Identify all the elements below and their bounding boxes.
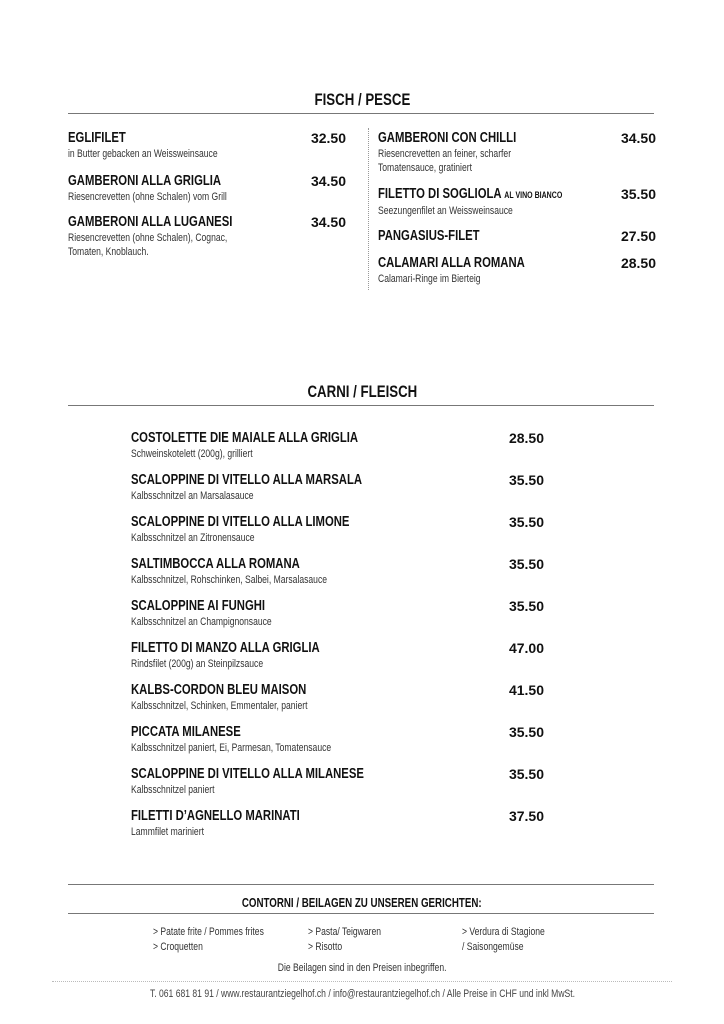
side-dish-column — [462, 925, 568, 955]
menu-item-description: Kalbsschnitzel an Zitronensauce — [131, 532, 255, 544]
divider — [68, 405, 654, 406]
side-dish: / Saisongemüse — [462, 941, 524, 953]
menu-item-description: Kalbsschnitzel paniert — [131, 784, 215, 796]
section-title-fisch: FISCH / PESCE — [314, 90, 410, 109]
side-dish: > Patate frite / Pommes frites — [153, 926, 264, 938]
divider — [68, 913, 654, 914]
menu-item — [131, 682, 357, 713]
menu-item-name: SCALOPPINE DI VITELLO ALLA LIMONE — [131, 514, 350, 530]
menu-item-name: SCALOPPINE DI VITELLO ALLA MARSALA — [131, 472, 363, 488]
menu-item: FILETTO DI SOGLIOLA AL VINO BIANCO Seezungenfilet an Weissweinsauce — [378, 186, 563, 217]
menu-item-price: 47.00 — [508, 640, 544, 656]
divider — [68, 113, 654, 114]
menu-item: GAMBERONI CON CHILLI Riesencrevetten an feiner, scharfer Tomatensauce, gratiniert — [378, 130, 517, 174]
menu-item-description: Rindsfilet (200g) an Steinpilzsauce — [131, 658, 264, 670]
divider — [68, 884, 654, 885]
menu-item-description: Kalbsschnitzel, Rohschinken, Salbei, Marsalasauce — [131, 574, 328, 586]
section-title-carni: CARNI / FLEISCH — [307, 382, 417, 401]
menu-item-price: 27.50 — [620, 228, 656, 244]
menu-item-price: 35.50 — [508, 514, 544, 530]
footer-contact: T. 061 681 81 91 / www.restaurantziegelhof.ch / info@restaurantziegelhof.ch / Alle Preise in CHF und inkl MwSt. — [149, 988, 575, 1000]
menu-item — [131, 556, 382, 587]
menu-item: GAMBERONI ALLA LUGANESI Riesencrevetten (ohne Schalen), Cognac, Tomaten, Knoblauch. — [68, 214, 233, 258]
side-dish: > Verdura di Stagione — [462, 926, 545, 938]
menu-item-price: 34.50 — [310, 173, 346, 189]
menu-item-description: Kalbsschnitzel an Champignonsauce — [131, 616, 272, 628]
menu-item — [131, 766, 430, 797]
side-dish-column — [308, 925, 402, 955]
column-divider — [368, 128, 370, 290]
menu-item-name: FILETTO DI MANZO ALLA GRIGLIA — [131, 640, 320, 656]
menu-item-price: 35.50 — [508, 766, 544, 782]
menu-item-description: Schweinskotelett (200g), grilliert — [131, 448, 253, 460]
side-dish: > Pasta/ Teigwaren — [308, 926, 382, 938]
menu-item: PANGASIUS-FILET — [378, 228, 480, 244]
menu-item: EGLIFILET in Butter gebacken an Weissweinsauce — [68, 130, 218, 160]
menu-item-description: Kalbsschnitzel, Schinken, Emmentaler, paniert — [131, 700, 308, 712]
menu-item-price: 35.50 — [508, 724, 544, 740]
side-dish-column — [153, 925, 295, 955]
menu-item-name: SCALOPPINE AI FUNGHI — [131, 598, 266, 614]
side-dish: > Risotto — [308, 941, 343, 953]
menu-item-description: Lammfilet mariniert — [131, 826, 204, 838]
menu-item-price: 28.50 — [508, 430, 544, 446]
menu-item — [131, 724, 388, 755]
menu-item — [131, 808, 347, 839]
menu-item-name: KALBS-CORDON BLEU MAISON — [131, 682, 307, 698]
menu-item-description: Kalbsschnitzel an Marsalasauce — [131, 490, 254, 502]
menu-item: CALAMARI ALLA ROMANA Calamari-Ringe im Bierteig — [378, 255, 525, 285]
menu-item-price: 35.50 — [508, 472, 544, 488]
menu-item-description: Kalbsschnitzel paniert, Ei, Parmesan, Tomatensauce — [131, 742, 332, 754]
menu-item-price: 37.50 — [508, 808, 544, 824]
menu-item-price: 35.50 — [620, 186, 656, 202]
section-title-beilagen: CONTORNI / BEILAGEN ZU UNSEREN GERICHTEN: — [242, 896, 482, 910]
side-dish-note: Die Beilagen sind in den Preisen inbegriffen. — [277, 962, 447, 974]
menu-item-price: 34.50 — [620, 130, 656, 146]
menu-item-name: COSTOLETTE DIE MAIALE ALLA GRIGLIA — [131, 430, 359, 446]
menu-item-name: SALTIMBOCCA ALLA ROMANA — [131, 556, 300, 572]
footer-divider — [52, 981, 672, 982]
menu-item-name: SCALOPPINE DI VITELLO ALLA MILANESE — [131, 766, 364, 782]
menu-item — [131, 430, 422, 461]
menu-item-name: PICCATA MILANESE — [131, 724, 241, 740]
menu-item — [131, 640, 373, 671]
menu-item-price: 35.50 — [508, 556, 544, 572]
menu-item-price: 28.50 — [620, 255, 656, 271]
menu-item: GAMBERONI ALLA GRIGLIA Riesencrevetten (ohne Schalen) vom Grill — [68, 173, 227, 203]
menu-item-price: 32.50 — [310, 130, 346, 146]
menu-item-subtitle: AL VINO BIANCO — [504, 190, 563, 200]
menu-item-price: 34.50 — [310, 214, 346, 230]
menu-item — [131, 514, 411, 545]
side-dish: > Croquetten — [153, 941, 203, 953]
menu-item — [131, 472, 427, 503]
menu-item — [131, 598, 311, 629]
menu-item-name: FILETTI D’AGNELLO MARINATI — [131, 808, 300, 824]
menu-item-price: 41.50 — [508, 682, 544, 698]
menu-item-price: 35.50 — [508, 598, 544, 614]
